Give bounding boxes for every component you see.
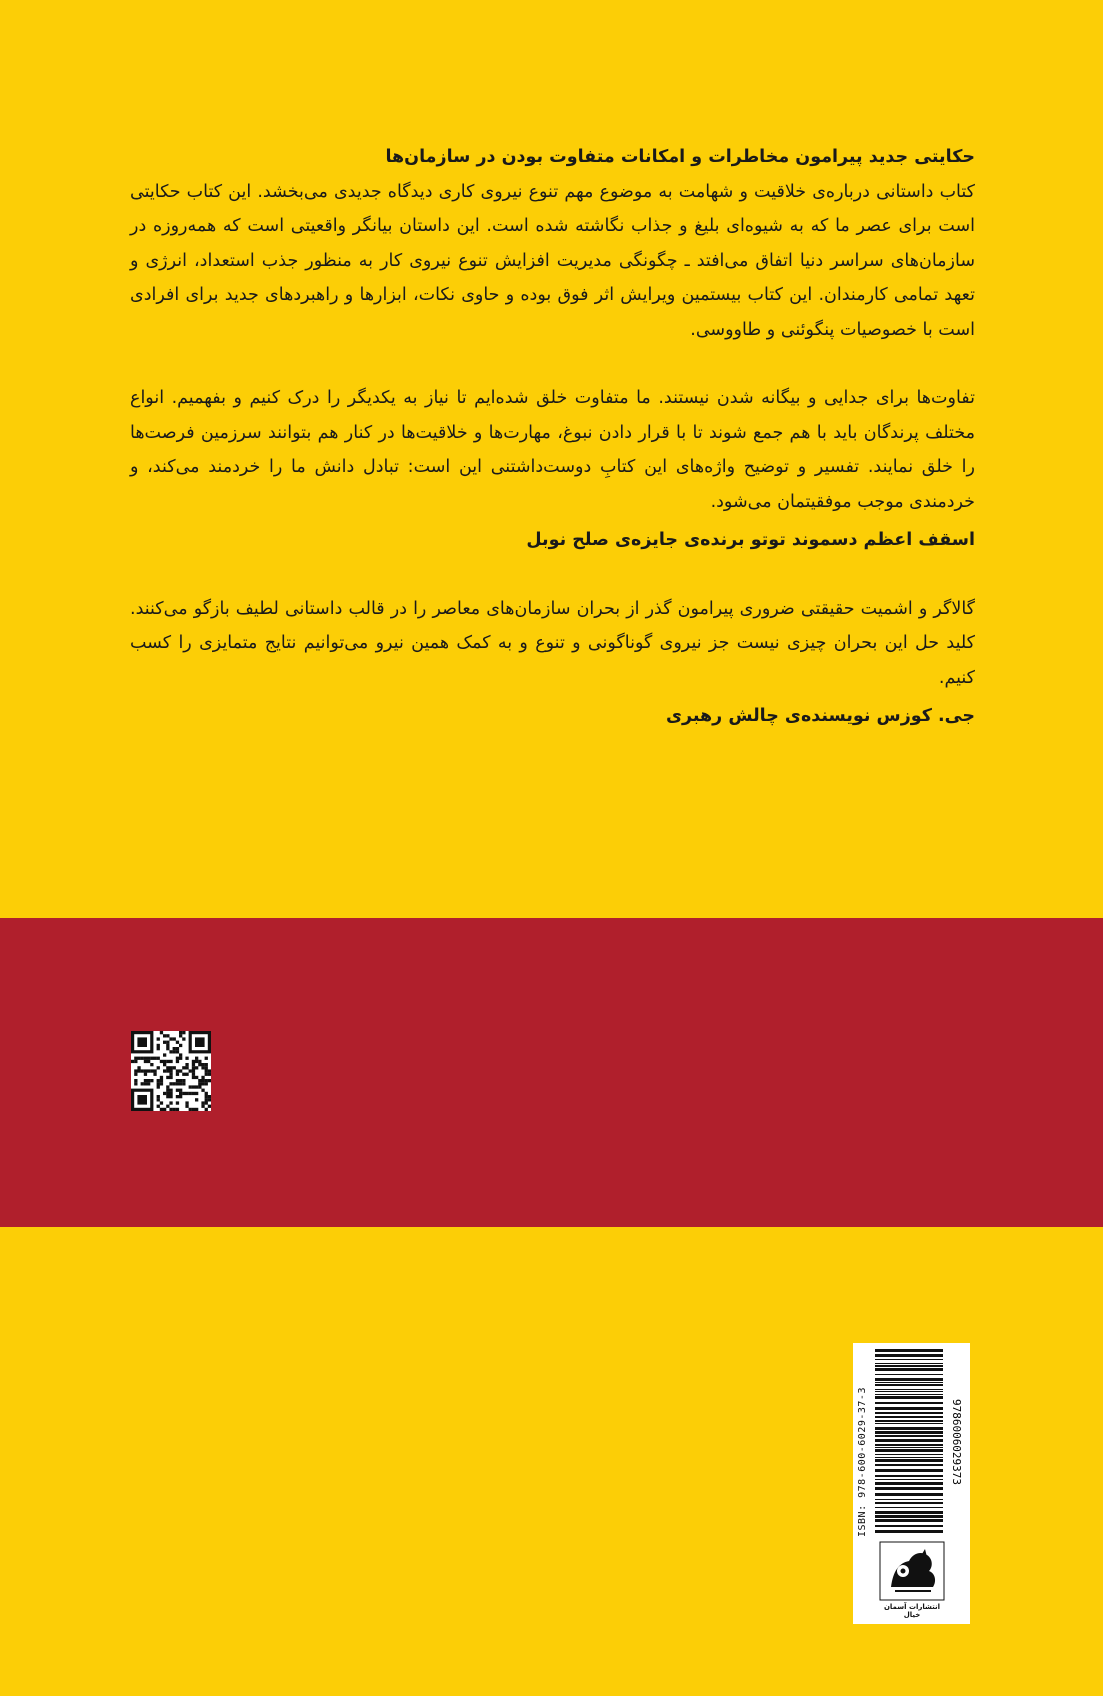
blurb-paragraph-3: گالاگر و اشمیت حقیقتی ضروری پیرامون گذر از بحران سازمان‌های معاصر را در قالب داستانی لطیف بازگو می‌کنند. کلید حل این بحران چیزی نیست جز نیروی گوناگونی و تنوع و به کمک همین نیرو می‌توانیم نتایج متمایزی را کسب کنیم. (130, 598, 975, 688)
spacer (130, 558, 975, 592)
blurb-paragraph-1: کتاب داستانی درباره‌ی خلاقیت و شهامت به موضوع مهم تنوع نیروی کاری دیدگاه جدیدی می‌بخشد. این کتاب حکایتی است برای عصر ما که به شیوه‌ای بلیغ و جذاب نگاشته شده است. این داستان بیانگر واقعیتی است که همه‌روزه در سازمان‌های سراسر دنیا اتفاق می‌افتد ـ چگونگی مدیریت افزایش تنوع نیروی کار به منظور جذب استعداد، انرژی و تعهد تمامی کارمندان. این کتاب بیستمین ویرایش اثر فوق بوده و حاوی نکات، ابزارها و راهبردهای جدید برای افرادی است با خصوصیات پنگوئنی و طاووسی. (130, 181, 975, 340)
spacer (130, 347, 975, 381)
endorsement-attribution-2: جی. کوزس نویسنده‌ی چالش رهبری (665, 706, 975, 726)
isbn-label: ISBN: 978-600-6029-37-3 (857, 1387, 868, 1537)
barcode-number: 9786006029373 (950, 1398, 963, 1486)
publisher-name: انتشارات آسمان خیال (883, 1603, 941, 1619)
blurb-paragraph-2: تفاوت‌ها برای جدایی و بیگانه شدن نیستند. ما متفاوت خلق شده‌ایم تا نیاز به یکدیگر را درک کنیم و بفهمیم. انواع مختلف پرندگان باید با هم جمع شوند تا با قرار دادن نبوغ، مهارت‌ها و خلاقیت‌ها در کنار هم بتوانند سرزمین فرصت‌ها را خلق نمایند. تفسیر و توضیح واژه‌های این کتابِ دوست‌داشتنی این است: تبادل دانش ما را خردمند می‌کند، و خردمندی موجب موفقیتمان می‌شود. (130, 388, 975, 512)
barcode-panel (853, 1343, 970, 1624)
qr-code-icon (131, 1031, 211, 1111)
endorsement-attribution-1: اسقف اعظم دسموند توتو برنده‌ی جایزه‌ی صلح نوبل (526, 530, 975, 550)
blurb-heading: حکایتی جدید پیرامون مخاطرات و امکانات متفاوت بودن در سازمان‌ها (385, 147, 975, 167)
back-cover-text (130, 140, 975, 734)
barcode-icon (875, 1347, 965, 1537)
publisher-logo-icon (879, 1541, 945, 1601)
publisher-logo (879, 1541, 945, 1619)
